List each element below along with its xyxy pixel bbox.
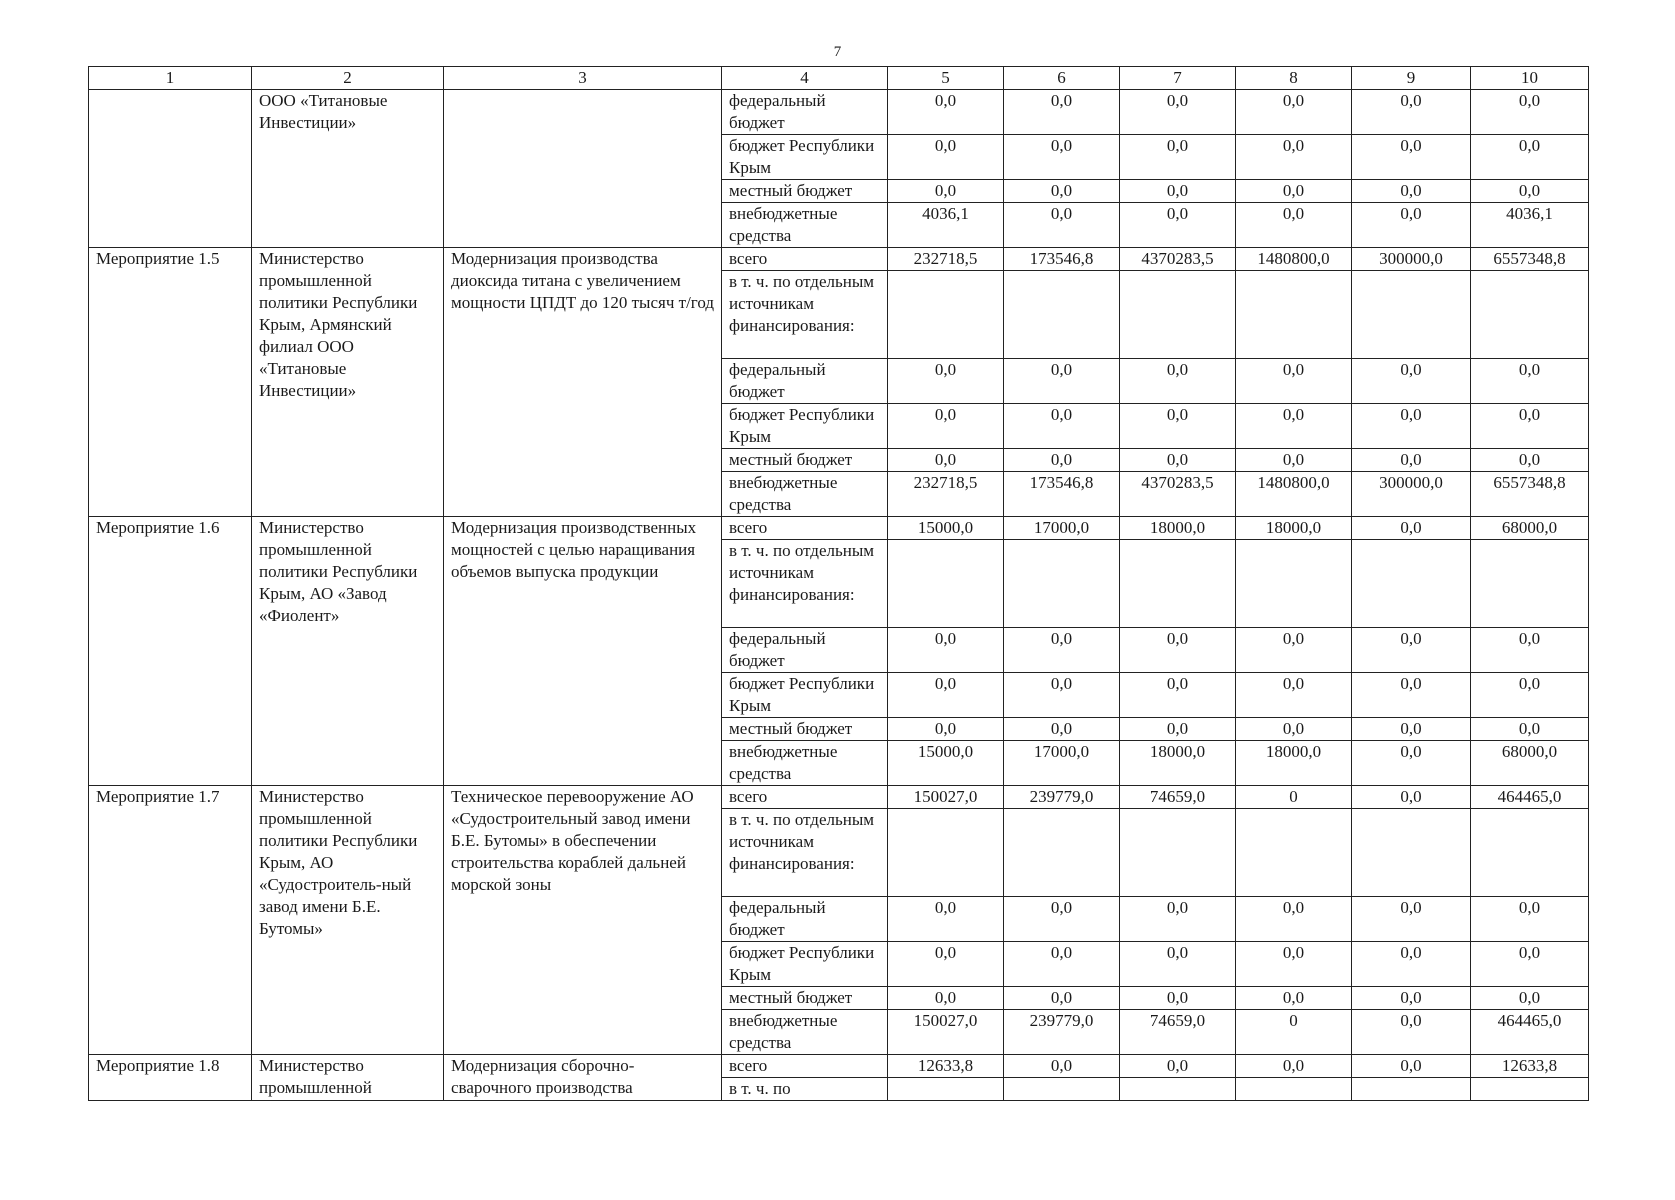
amount-cell: 0,0 [1120,203,1236,248]
funding-source: в т. ч. по [722,1078,888,1101]
amount-cell: 0,0 [1236,449,1352,472]
performer-cell: Министерство промышленной политики Республики Крым, АО «Судостроитель-ный завод имени Б.Е. Бутомы» [252,786,444,1055]
performer-cell: Министерство промышленной политики Республики Крым, АО «Завод «Фиолент» [252,517,444,786]
column-header: 5 [888,67,1004,90]
amount-cell: 0,0 [1352,741,1471,786]
column-header: 1 [89,67,252,90]
amount-cell [888,271,1004,359]
amount-cell: 0,0 [888,673,1004,718]
event-name: Мероприятие 1.7 [89,786,252,1055]
amount-cell: 0,0 [1352,517,1471,540]
performer-cell: Министерство промышленной [252,1055,444,1101]
amount-cell [1120,271,1236,359]
amount-cell: 0,0 [1004,718,1120,741]
amount-cell: 0,0 [1120,359,1236,404]
column-header: 8 [1236,67,1352,90]
amount-cell: 0,0 [1352,987,1471,1010]
amount-cell: 0,0 [888,718,1004,741]
amount-cell: 0,0 [1352,449,1471,472]
amount-cell: 12633,8 [888,1055,1004,1078]
amount-cell: 4036,1 [888,203,1004,248]
amount-cell: 232718,5 [888,248,1004,271]
amount-cell: 17000,0 [1004,517,1120,540]
amount-cell [1236,1078,1352,1101]
amount-cell [1004,540,1120,628]
column-header: 2 [252,67,444,90]
amount-cell: 0,0 [1004,628,1120,673]
amount-cell: 0,0 [1004,897,1120,942]
amount-cell: 0,0 [1471,90,1589,135]
funding-source: внебюджетные средства [722,472,888,517]
amount-cell: 0,0 [1471,135,1589,180]
amount-cell [1236,809,1352,897]
amount-cell: 0,0 [1471,628,1589,673]
amount-cell: 0,0 [1120,180,1236,203]
column-header: 10 [1471,67,1589,90]
table-body [89,90,1589,1101]
amount-cell: 464465,0 [1471,1010,1589,1055]
amount-cell [1352,271,1471,359]
column-header: 3 [444,67,722,90]
amount-cell: 74659,0 [1120,786,1236,809]
amount-cell: 0,0 [1352,359,1471,404]
amount-cell [1471,540,1589,628]
amount-cell: 0,0 [1236,987,1352,1010]
amount-cell: 0,0 [1120,404,1236,449]
amount-cell: 0,0 [1471,897,1589,942]
amount-cell: 0,0 [1236,942,1352,987]
amount-cell: 1480800,0 [1236,472,1352,517]
amount-cell: 0,0 [1004,1055,1120,1078]
amount-cell: 0,0 [1236,359,1352,404]
amount-cell: 0,0 [1004,942,1120,987]
amount-cell: 0,0 [1004,404,1120,449]
table-row [89,517,1589,540]
funding-source: всего [722,517,888,540]
amount-cell: 0,0 [1236,90,1352,135]
amount-cell [1004,809,1120,897]
funding-source: всего [722,1055,888,1078]
amount-cell: 0,0 [1236,897,1352,942]
amount-cell: 0,0 [1471,359,1589,404]
amount-cell: 0,0 [1471,673,1589,718]
amount-cell: 0,0 [1352,942,1471,987]
amount-cell: 15000,0 [888,517,1004,540]
page-number: 7 [833,44,842,60]
amount-cell: 0 [1236,786,1352,809]
table-row [89,1055,1589,1078]
amount-cell: 0,0 [1352,90,1471,135]
amount-cell: 0,0 [1120,718,1236,741]
funding-source: федеральный бюджет [722,90,888,135]
amount-cell: 0,0 [888,942,1004,987]
amount-cell: 68000,0 [1471,517,1589,540]
amount-cell: 0,0 [1120,987,1236,1010]
amount-cell: 0,0 [1236,135,1352,180]
amount-cell: 0,0 [1120,90,1236,135]
amount-cell: 0,0 [1236,404,1352,449]
amount-cell: 300000,0 [1352,472,1471,517]
amount-cell: 464465,0 [1471,786,1589,809]
amount-cell [1236,540,1352,628]
amount-cell: 0,0 [1352,786,1471,809]
description-cell: Модернизация сборочно-сварочного производства [444,1055,722,1101]
column-header: 7 [1120,67,1236,90]
amount-cell: 0,0 [1236,1055,1352,1078]
amount-cell: 0,0 [1004,203,1120,248]
header-row [89,67,1589,90]
amount-cell: 0,0 [1120,628,1236,673]
description-cell: Модернизация производственных мощностей с целью наращивания объемов выпуска продукции [444,517,722,786]
amount-cell: 0,0 [1004,359,1120,404]
amount-cell: 0,0 [1236,203,1352,248]
amount-cell: 0,0 [1352,180,1471,203]
amount-cell: 0,0 [1471,180,1589,203]
amount-cell: 0,0 [1236,673,1352,718]
funding-source: местный бюджет [722,180,888,203]
amount-cell: 0,0 [1004,987,1120,1010]
amount-cell: 239779,0 [1004,1010,1120,1055]
funding-source: федеральный бюджет [722,897,888,942]
amount-cell: 4370283,5 [1120,472,1236,517]
funding-source: внебюджетные средства [722,1010,888,1055]
event-name: Мероприятие 1.5 [89,248,252,517]
funding-source: местный бюджет [722,718,888,741]
amount-cell [1352,1078,1471,1101]
table-row [89,90,1589,135]
table-row [89,248,1589,271]
amount-cell: 0,0 [1352,673,1471,718]
amount-cell [1471,1078,1589,1101]
funding-source: всего [722,248,888,271]
amount-cell [888,1078,1004,1101]
amount-cell: 0,0 [1471,449,1589,472]
description-cell: Модернизация производства диоксида титана с увеличением мощности ЦПДТ до 120 тысяч т/год [444,248,722,517]
amount-cell: 0,0 [888,180,1004,203]
funding-source: местный бюджет [722,449,888,472]
funding-source: всего [722,786,888,809]
amount-cell: 17000,0 [1004,741,1120,786]
amount-cell: 0,0 [888,404,1004,449]
funding-source: в т. ч. по отдельным источникам финансирования: [722,271,888,359]
amount-cell: 0,0 [1352,135,1471,180]
amount-cell: 0,0 [1352,203,1471,248]
amount-cell: 0,0 [1352,404,1471,449]
funding-source: в т. ч. по отдельным источникам финансирования: [722,809,888,897]
amount-cell: 0,0 [888,359,1004,404]
amount-cell: 4370283,5 [1120,248,1236,271]
amount-cell: 15000,0 [888,741,1004,786]
funding-source: бюджет Республики Крым [722,404,888,449]
description-empty [444,90,722,248]
amount-cell: 0,0 [1004,90,1120,135]
amount-cell: 0,0 [1120,1055,1236,1078]
amount-cell: 0,0 [1236,718,1352,741]
amount-cell: 0,0 [1352,897,1471,942]
amount-cell: 0,0 [1004,673,1120,718]
amount-cell: 4036,1 [1471,203,1589,248]
amount-cell: 150027,0 [888,1010,1004,1055]
column-header: 6 [1004,67,1120,90]
amount-cell [1236,271,1352,359]
amount-cell [1120,540,1236,628]
amount-cell [1471,271,1589,359]
amount-cell: 0,0 [1236,180,1352,203]
amount-cell: 0,0 [1471,404,1589,449]
amount-cell: 232718,5 [888,472,1004,517]
amount-cell: 173546,8 [1004,472,1120,517]
amount-cell: 0,0 [1120,673,1236,718]
funding-source: федеральный бюджет [722,628,888,673]
amount-cell [1120,1078,1236,1101]
event-name: Мероприятие 1.6 [89,517,252,786]
amount-cell: 1480800,0 [1236,248,1352,271]
column-header: 9 [1352,67,1471,90]
amount-cell: 0,0 [1471,987,1589,1010]
performer-cell: Министерство промышленной политики Республики Крым, Армянский филиал ООО «Титановые Инвестиции» [252,248,444,517]
amount-cell: 74659,0 [1120,1010,1236,1055]
amount-cell [1120,809,1236,897]
amount-cell: 0,0 [1120,449,1236,472]
amount-cell: 6557348,8 [1471,472,1589,517]
amount-cell [1352,809,1471,897]
budget-table [88,66,1589,1101]
amount-cell [1004,1078,1120,1101]
amount-cell: 150027,0 [888,786,1004,809]
amount-cell: 239779,0 [1004,786,1120,809]
amount-cell [888,809,1004,897]
amount-cell: 0,0 [1471,718,1589,741]
amount-cell [888,540,1004,628]
amount-cell: 0,0 [1352,1010,1471,1055]
amount-cell: 0,0 [1120,135,1236,180]
amount-cell: 0,0 [888,987,1004,1010]
amount-cell: 0,0 [888,449,1004,472]
amount-cell: 18000,0 [1236,741,1352,786]
funding-source: федеральный бюджет [722,359,888,404]
amount-cell: 0,0 [1352,718,1471,741]
amount-cell [1004,271,1120,359]
funding-source: бюджет Республики Крым [722,673,888,718]
amount-cell: 6557348,8 [1471,248,1589,271]
event-name-empty [89,90,252,248]
event-name: Мероприятие 1.8 [89,1055,252,1101]
amount-cell: 0 [1236,1010,1352,1055]
amount-cell: 0,0 [888,90,1004,135]
amount-cell: 0,0 [1120,942,1236,987]
amount-cell: 300000,0 [1352,248,1471,271]
amount-cell: 0,0 [1236,628,1352,673]
amount-cell: 12633,8 [1471,1055,1589,1078]
amount-cell [1352,540,1471,628]
column-header: 4 [722,67,888,90]
funding-source: в т. ч. по отдельным источникам финансирования: [722,540,888,628]
amount-cell: 0,0 [888,135,1004,180]
funding-source: внебюджетные средства [722,203,888,248]
amount-cell: 0,0 [1471,942,1589,987]
amount-cell: 0,0 [1120,897,1236,942]
performer-cell: ООО «Титановые Инвестиции» [252,90,444,248]
amount-cell: 18000,0 [1120,741,1236,786]
amount-cell: 173546,8 [1004,248,1120,271]
funding-source: бюджет Республики Крым [722,135,888,180]
funding-source: местный бюджет [722,987,888,1010]
amount-cell [1471,809,1589,897]
amount-cell: 0,0 [1004,135,1120,180]
amount-cell: 18000,0 [1236,517,1352,540]
amount-cell: 0,0 [888,628,1004,673]
funding-source: внебюджетные средства [722,741,888,786]
amount-cell: 0,0 [1004,180,1120,203]
table-row [89,786,1589,809]
amount-cell: 68000,0 [1471,741,1589,786]
amount-cell: 0,0 [1352,1055,1471,1078]
funding-source: бюджет Республики Крым [722,942,888,987]
amount-cell: 18000,0 [1120,517,1236,540]
amount-cell: 0,0 [1004,449,1120,472]
amount-cell: 0,0 [1352,628,1471,673]
description-cell: Техническое перевооружение АО «Судостроительный завод имени Б.Е. Бутомы» в обеспечении строительства кораблей дальней морской зоны [444,786,722,1055]
amount-cell: 0,0 [888,897,1004,942]
